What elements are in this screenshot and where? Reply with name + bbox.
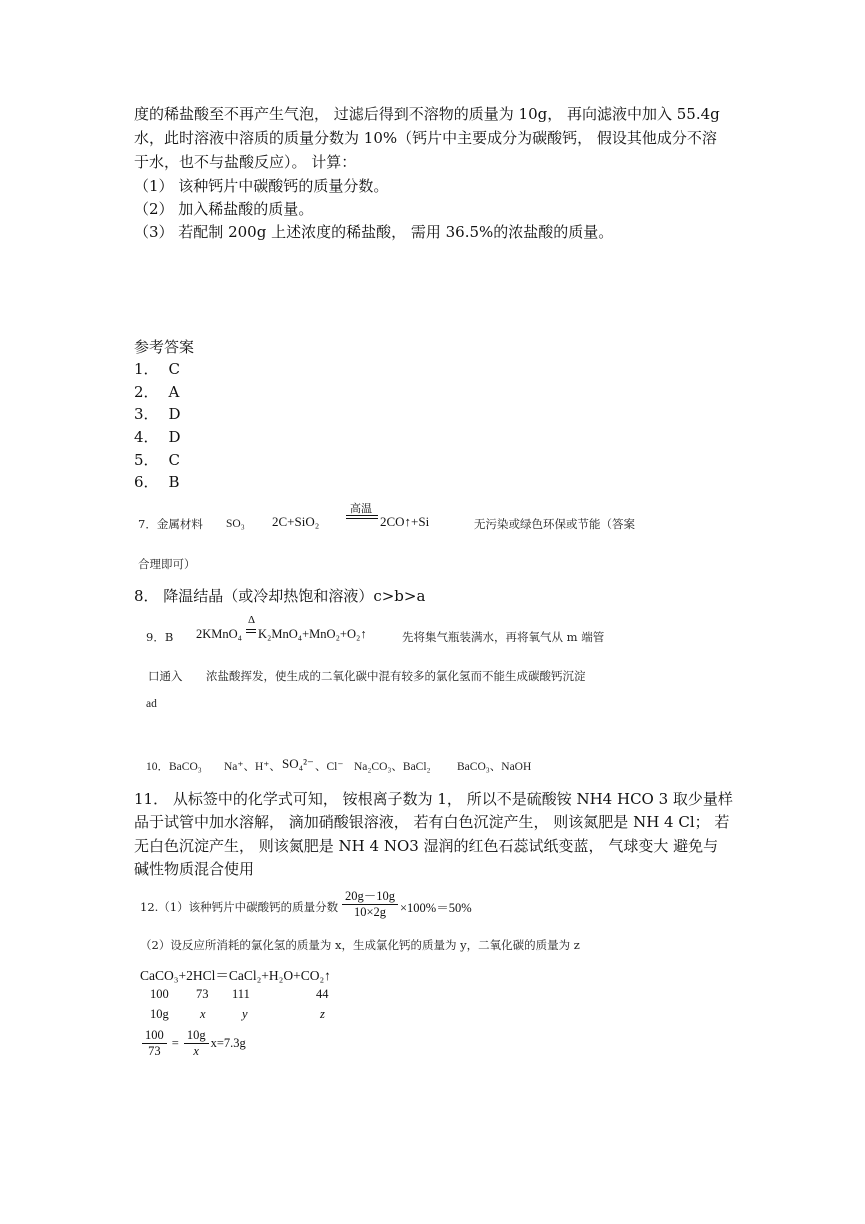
answer-value: C <box>168 360 181 378</box>
equation-double-line <box>246 632 256 633</box>
answer-10-sulfate: SO₄²⁻ <box>282 756 314 771</box>
answer-value: D <box>168 405 181 423</box>
equation-double-line <box>346 518 378 519</box>
answer-number: 1． <box>134 360 159 378</box>
answer-item <box>134 381 179 403</box>
ratio-numerator: 10g <box>184 1028 209 1044</box>
answer-number: 3． <box>134 405 159 423</box>
quantity: 10g <box>150 1007 169 1021</box>
answer-9-equation-right: K₂MnO₄+MnO₂+O₂↑ <box>258 627 367 641</box>
answer-item <box>134 449 180 471</box>
reaction-equation: CaCO₃+2HCl＝CaCl₂+H₂O+CO₂↑ <box>140 968 331 983</box>
answer-9-equation-left: 2KMnO₄ <box>196 627 243 641</box>
answer-value: A <box>168 383 180 401</box>
molar-mass: 44 <box>316 987 329 1001</box>
answer-7-equation-right: 2CO↑+Si <box>380 514 430 529</box>
answer-10-pair-2: BaCO₃、NaOH <box>457 761 532 773</box>
answer-value: D <box>168 428 181 446</box>
molar-mass: 100 <box>150 987 169 1001</box>
answer-9-condition: Δ <box>248 614 256 626</box>
answer-12-part-2: （2）设反应所消耗的氯化氢的质量为 x，生成氯化钙的质量为 y，二氧化碳的质量为 z <box>140 938 580 952</box>
answer-item <box>134 471 180 493</box>
fraction-numerator: 20g－10g <box>342 886 398 905</box>
answer-item <box>134 358 180 380</box>
question-3: （3） 若配制 200g 上述浓度的稀盐酸， 需用 36.5%的浓盐酸的质量。 <box>134 223 614 241</box>
answer-7-so3: SO₃ <box>226 518 245 530</box>
intro-line-1: 度的稀盐酸至不再产生气泡， 过滤后得到不溶物的质量为 10g， 再向滤液中加入 55.4g <box>134 105 720 123</box>
answer-item <box>134 426 181 448</box>
answer-12-result: ×100%＝50% <box>400 901 472 915</box>
answer-value: C <box>168 451 181 469</box>
answer-10-pair-1: Na₂CO₃、BaCl₂ <box>354 761 431 773</box>
question-1: （1） 该种钙片中碳酸钙的质量分数。 <box>134 177 389 195</box>
answer-11-line-4: 碱性物质混合使用 <box>134 860 255 878</box>
answer-10-ions: Na⁺、H⁺、 <box>224 761 281 773</box>
answer-12-fraction <box>340 886 400 920</box>
answer-9-line-2a: 口通入 <box>148 669 183 683</box>
answer-item <box>134 403 181 425</box>
answer-7-equation-left: 2C+SiO₂ <box>272 514 320 529</box>
answer-number: 6． <box>134 473 159 491</box>
answer-11-line-3: 无白色沉淀产生， 则该氮肥是 NH 4 NO3 湿润的红色石蕊试纸变蓝， 气球变大 避免与 <box>134 837 719 855</box>
quantity: z <box>320 1007 325 1021</box>
ratio-equation <box>140 1028 246 1059</box>
answer-value: B <box>168 473 180 491</box>
answer-number: 4． <box>134 428 159 446</box>
answer-number: 5． <box>134 451 159 469</box>
answer-11-line-2: 品于试管中加水溶解， 滴加硝酸银溶液， 若有白色沉淀产生， 则该氮肥是 NH 4 Cl； 若 <box>134 813 730 831</box>
answer-9-line-2b: 浓盐酸挥发，使生成的二氧化碳中混有较多的氯化氢而不能生成碳酸钙沉淀 <box>206 669 586 683</box>
question-2: （2） 加入稀盐酸的质量。 <box>134 200 314 218</box>
answer-8: 8． 降温结晶（或冷却热饱和溶液）c>b>a <box>134 587 426 605</box>
answers-title: 参考答案 <box>134 338 195 356</box>
ratio-numerator: 100 <box>142 1028 167 1044</box>
ratio-denominator: x <box>193 1044 199 1058</box>
answer-9-line-3: ad <box>146 698 157 710</box>
equation-double-line <box>246 629 256 630</box>
answer-number: 2． <box>134 383 159 401</box>
molar-mass: 111 <box>232 987 250 1001</box>
fraction-denominator: 10×2g <box>353 905 387 919</box>
quantity: y <box>242 1007 248 1021</box>
answer-12-lead: 12.（1）该种钙片中碳酸钙的质量分数 <box>140 900 339 914</box>
equation-double-line <box>346 515 378 516</box>
ratio-result: x=7.3g <box>210 1036 246 1050</box>
answer-9-lead: 9．B <box>146 630 174 644</box>
equals-sign: = <box>171 1036 179 1050</box>
intro-line-2: 水，此时溶液中溶质的质量分数为 10%（钙片中主要成分为碳酸钙， 假设其他成分不溶 <box>134 129 717 147</box>
answer-11-line-1: 11． 从标签中的化学式可知， 铵根离子数为 1， 所以不是硫酸铵 NH4 HCO 3 取少量样 <box>134 790 733 808</box>
answer-10-lead: 10．BaCO₃ <box>146 761 202 773</box>
answer-9-tail: 先将集气瓶装满水，再将氧气从 m 端管 <box>402 630 605 644</box>
answer-7-tail: 无污染或绿色环保或节能（答案 <box>474 517 635 531</box>
answer-7-lead: 7．金属材料 <box>138 517 203 531</box>
ratio-denominator: 73 <box>148 1044 161 1058</box>
answer-10-chloride: 、Cl⁻ <box>315 761 344 773</box>
intro-line-3: 于水，也不与盐酸反应）。 计算： <box>134 153 357 171</box>
answer-7-line-2: 合理即可） <box>138 557 196 571</box>
molar-mass: 73 <box>196 987 209 1001</box>
answer-7-condition: 高温 <box>350 503 372 515</box>
quantity: x <box>200 1007 206 1021</box>
